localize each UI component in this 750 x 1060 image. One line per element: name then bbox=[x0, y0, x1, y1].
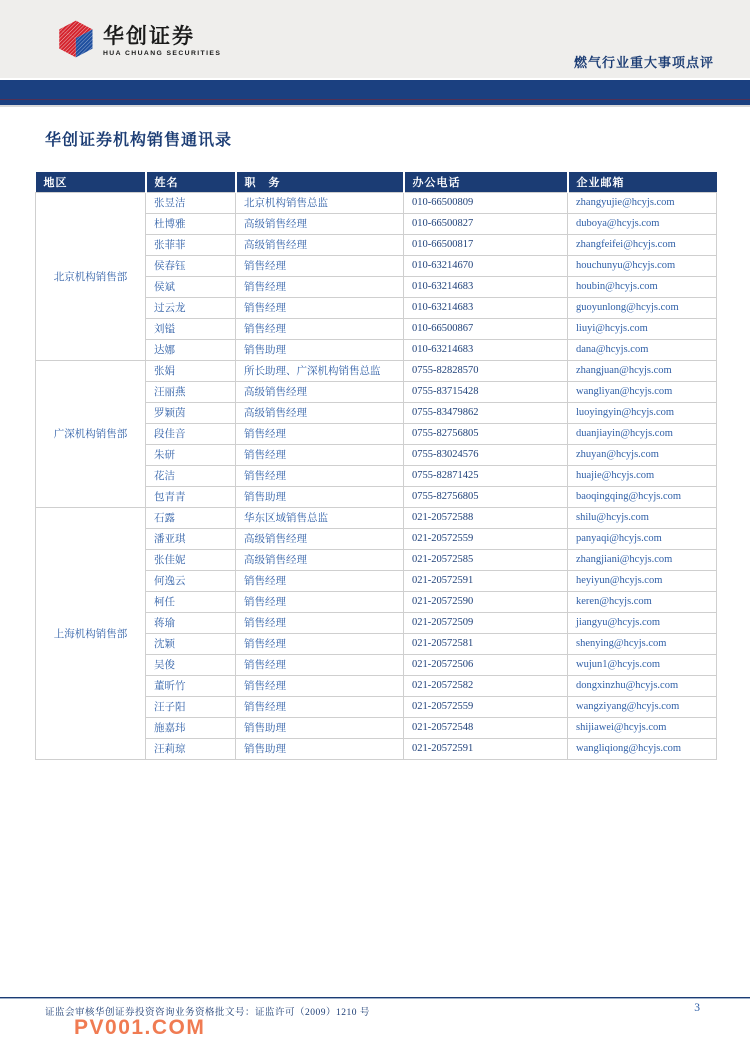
email-cell: wujun1@hcyjs.com bbox=[568, 654, 717, 675]
title-cell: 销售经理 bbox=[236, 696, 404, 717]
column-header-phone: 办公电话 bbox=[404, 172, 568, 192]
title-bar-rule bbox=[0, 99, 750, 100]
name-cell: 杜博雅 bbox=[146, 213, 236, 234]
name-cell: 朱研 bbox=[146, 444, 236, 465]
title-cell: 销售经理 bbox=[236, 465, 404, 486]
email-cell: zhangfeifei@hcyjs.com bbox=[568, 234, 717, 255]
name-cell: 张昱洁 bbox=[146, 192, 236, 213]
email-cell: houchunyu@hcyjs.com bbox=[568, 255, 717, 276]
title-cell: 所长助理、广深机构销售总监 bbox=[236, 360, 404, 381]
name-cell: 张娟 bbox=[146, 360, 236, 381]
title-cell: 销售经理 bbox=[236, 444, 404, 465]
column-header-title: 职 务 bbox=[236, 172, 404, 192]
name-cell: 侯斌 bbox=[146, 276, 236, 297]
email-cell: shenying@hcyjs.com bbox=[568, 633, 717, 654]
phone-cell: 021-20572548 bbox=[404, 717, 568, 738]
watermark-text: PV001.COM bbox=[74, 1016, 206, 1039]
email-cell: duanjiayin@hcyjs.com bbox=[568, 423, 717, 444]
phone-cell: 010-66500809 bbox=[404, 192, 568, 213]
brand-subtitle: HUA CHUANG SECURITIES bbox=[103, 50, 222, 58]
phone-cell: 021-20572581 bbox=[404, 633, 568, 654]
title-cell: 北京机构销售总监 bbox=[236, 192, 404, 213]
brand-text bbox=[103, 25, 221, 57]
phone-cell: 0755-83715428 bbox=[404, 381, 568, 402]
phone-cell: 021-20572588 bbox=[404, 507, 568, 528]
page-title: 华创证券机构销售通讯录 bbox=[45, 132, 233, 149]
email-cell: jiangyu@hcyjs.com bbox=[568, 612, 717, 633]
title-cell: 销售经理 bbox=[236, 633, 404, 654]
title-cell: 销售经理 bbox=[236, 675, 404, 696]
phone-cell: 0755-82871425 bbox=[404, 465, 568, 486]
brand-logo bbox=[54, 17, 221, 61]
phone-cell: 010-66500867 bbox=[404, 318, 568, 339]
title-cell: 销售经理 bbox=[236, 423, 404, 444]
region-cell: 广深机构销售部 bbox=[36, 360, 146, 507]
name-cell: 沈颖 bbox=[146, 633, 236, 654]
name-cell: 段佳音 bbox=[146, 423, 236, 444]
name-cell: 花洁 bbox=[146, 465, 236, 486]
name-cell: 何逸云 bbox=[146, 570, 236, 591]
title-cell: 高级销售经理 bbox=[236, 549, 404, 570]
title-cell: 高级销售经理 bbox=[236, 213, 404, 234]
title-cell: 销售助理 bbox=[236, 486, 404, 507]
table-row bbox=[36, 507, 717, 528]
title-cell: 华东区域销售总监 bbox=[236, 507, 404, 528]
name-cell: 董昕竹 bbox=[146, 675, 236, 696]
name-cell: 施嘉玮 bbox=[146, 717, 236, 738]
phone-cell: 021-20572582 bbox=[404, 675, 568, 696]
title-cell: 销售经理 bbox=[236, 570, 404, 591]
title-cell: 销售经理 bbox=[236, 591, 404, 612]
name-cell: 侯春钰 bbox=[146, 255, 236, 276]
email-cell: wangliyan@hcyjs.com bbox=[568, 381, 717, 402]
phone-cell: 021-20572591 bbox=[404, 570, 568, 591]
region-cell: 北京机构销售部 bbox=[36, 192, 146, 360]
title-cell: 高级销售经理 bbox=[236, 402, 404, 423]
email-cell: shijiawei@hcyjs.com bbox=[568, 717, 717, 738]
phone-cell: 021-20572591 bbox=[404, 738, 568, 759]
title-cell: 销售助理 bbox=[236, 738, 404, 759]
email-cell: dongxinzhu@hcyjs.com bbox=[568, 675, 717, 696]
name-cell: 汪莉琼 bbox=[146, 738, 236, 759]
name-cell: 张佳妮 bbox=[146, 549, 236, 570]
title-cell: 销售经理 bbox=[236, 318, 404, 339]
name-cell: 柯任 bbox=[146, 591, 236, 612]
phone-cell: 010-63214683 bbox=[404, 276, 568, 297]
region-cell: 上海机构销售部 bbox=[36, 507, 146, 759]
email-cell: wangziyang@hcyjs.com bbox=[568, 696, 717, 717]
title-cell: 销售经理 bbox=[236, 654, 404, 675]
phone-cell: 0755-83479862 bbox=[404, 402, 568, 423]
contacts-table bbox=[35, 172, 717, 760]
email-cell: keren@hcyjs.com bbox=[568, 591, 717, 612]
phone-cell: 010-63214670 bbox=[404, 255, 568, 276]
email-cell: baoqingqing@hcyjs.com bbox=[568, 486, 717, 507]
email-cell: zhangjiani@hcyjs.com bbox=[568, 549, 717, 570]
email-cell: guoyunlong@hcyjs.com bbox=[568, 297, 717, 318]
email-cell: shilu@hcyjs.com bbox=[568, 507, 717, 528]
name-cell: 吴俊 bbox=[146, 654, 236, 675]
email-cell: zhuyan@hcyjs.com bbox=[568, 444, 717, 465]
phone-cell: 021-20572559 bbox=[404, 696, 568, 717]
cube-logo-icon bbox=[54, 17, 96, 61]
name-cell: 石露 bbox=[146, 507, 236, 528]
email-cell: heyiyun@hcyjs.com bbox=[568, 570, 717, 591]
phone-cell: 010-63214683 bbox=[404, 339, 568, 360]
title-cell: 销售经理 bbox=[236, 276, 404, 297]
title-cell: 高级销售经理 bbox=[236, 528, 404, 549]
phone-cell: 0755-82756805 bbox=[404, 486, 568, 507]
email-cell: liuyi@hcyjs.com bbox=[568, 318, 717, 339]
phone-cell: 010-66500817 bbox=[404, 234, 568, 255]
email-cell: panyaqi@hcyjs.com bbox=[568, 528, 717, 549]
email-cell: huajie@hcyjs.com bbox=[568, 465, 717, 486]
name-cell: 包青青 bbox=[146, 486, 236, 507]
phone-cell: 010-63214683 bbox=[404, 297, 568, 318]
name-cell: 汪丽燕 bbox=[146, 381, 236, 402]
title-bar bbox=[0, 78, 750, 107]
title-cell: 销售经理 bbox=[236, 255, 404, 276]
phone-cell: 0755-82828570 bbox=[404, 360, 568, 381]
title-cell: 销售助理 bbox=[236, 339, 404, 360]
name-cell: 罗颖茵 bbox=[146, 402, 236, 423]
footer-divider bbox=[0, 997, 750, 999]
email-cell: houbin@hcyjs.com bbox=[568, 276, 717, 297]
title-cell: 销售经理 bbox=[236, 612, 404, 633]
footer-disclaimer: 证监会审核华创证券投资咨询业务资格批文号：证监许可（2009）1210 号 bbox=[45, 1008, 370, 1018]
name-cell: 过云龙 bbox=[146, 297, 236, 318]
table-row bbox=[36, 192, 717, 213]
table-header-row bbox=[36, 172, 717, 192]
table-row bbox=[36, 360, 717, 381]
name-cell: 张菲菲 bbox=[146, 234, 236, 255]
name-cell: 蒋瑜 bbox=[146, 612, 236, 633]
name-cell: 潘亚琪 bbox=[146, 528, 236, 549]
phone-cell: 021-20572590 bbox=[404, 591, 568, 612]
title-cell: 高级销售经理 bbox=[236, 234, 404, 255]
brand-name: 华创证券 bbox=[103, 25, 195, 48]
email-cell: dana@hcyjs.com bbox=[568, 339, 717, 360]
page-number: 3 bbox=[694, 1002, 700, 1014]
column-header-name: 姓名 bbox=[146, 172, 236, 192]
email-cell: wangliqiong@hcyjs.com bbox=[568, 738, 717, 759]
phone-cell: 0755-82756805 bbox=[404, 423, 568, 444]
page-header bbox=[0, 0, 750, 78]
email-cell: luoyingyin@hcyjs.com bbox=[568, 402, 717, 423]
name-cell: 汪子阳 bbox=[146, 696, 236, 717]
email-cell: duboya@hcyjs.com bbox=[568, 213, 717, 234]
column-header-region: 地区 bbox=[36, 172, 146, 192]
email-cell: zhangyujie@hcyjs.com bbox=[568, 192, 717, 213]
title-cell: 高级销售经理 bbox=[236, 381, 404, 402]
email-cell: zhangjuan@hcyjs.com bbox=[568, 360, 717, 381]
phone-cell: 021-20572559 bbox=[404, 528, 568, 549]
phone-cell: 021-20572509 bbox=[404, 612, 568, 633]
name-cell: 刘镒 bbox=[146, 318, 236, 339]
phone-cell: 0755-83024576 bbox=[404, 444, 568, 465]
column-header-email: 企业邮箱 bbox=[568, 172, 717, 192]
phone-cell: 010-66500827 bbox=[404, 213, 568, 234]
title-cell: 销售助理 bbox=[236, 717, 404, 738]
name-cell: 达娜 bbox=[146, 339, 236, 360]
phone-cell: 021-20572506 bbox=[404, 654, 568, 675]
phone-cell: 021-20572585 bbox=[404, 549, 568, 570]
title-cell: 销售经理 bbox=[236, 297, 404, 318]
report-tag: 燃气行业重大事项点评 bbox=[573, 55, 714, 70]
